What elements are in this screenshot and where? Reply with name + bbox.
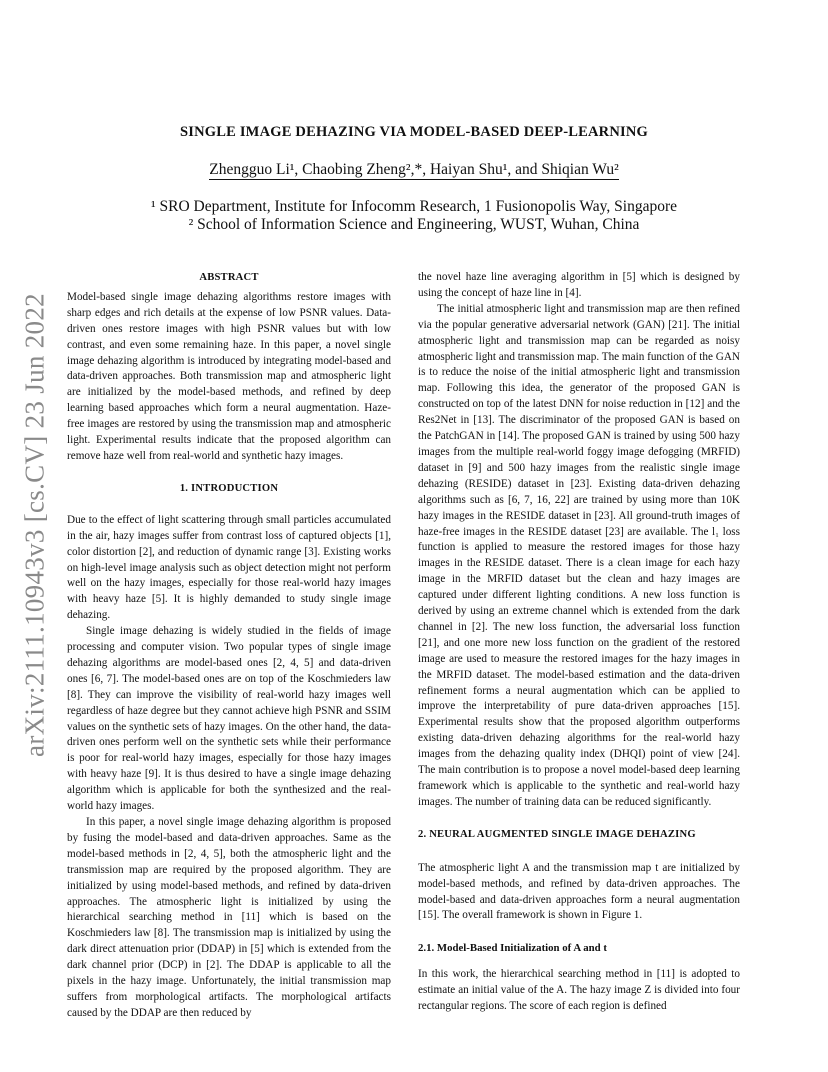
arxiv-stamp <box>12 290 58 760</box>
intro-paragraph-3: In this paper, a novel single image dehazing algorithm is proposed by fusing the model-based and data-driven approaches. Same as the model-based methods in [2, 4, 5], both the atmospheric light and the transmission map are required by the proposed algorithm. They are initialized by using model-based methods, and refined by data-driven approaches. The atmospheric light is initialized by using the hierarchical searching method in [11] which is based on the Koschmieders law [8]. The transmission map is initialized by using the dark direct attenuation prior (DDAP) in [5] which is extended from the dark channel prior (DCP) in [2]. The DDAP is applicable to all the pixels in the hazy image. Unfortunately, the initial transmission map suffers from morphological artifacts. The morphological artifacts caused by the DDAP are then reduced by <box>67 816 391 1019</box>
author-list <box>60 161 768 179</box>
intro-paragraph-2: Single image dehazing is widely studied in the fields of image processing and computer vision. Two popular types of single image dehazing algorithms are model-based ones [2, 4, 5] and data-driven ones [6, 7]. The model-based ones are on top of the Koschmieders law [8]. They can improve the visibility of real-world hazy images well regardless of haze degree but they cannot achieve high PSNR and SSIM values on the synthetic sets of hazy images. On the other hand, the data-driven ones perform well on the synthetic sets while their performance is poor for real-world hazy images, especially for those hazy images with heavy haze [9]. It is thus desired to have a single image dehazing algorithm which is applicable for both the synthesized and the real-world hazy images. <box>67 625 391 813</box>
affiliation-2: ² School of Information Science and Engineering, WUST, Wuhan, China <box>188 216 640 233</box>
abstract-text: Model-based single image dehazing algorithms restore images with sharp edges and rich details at the expense of low PSNR values. Data-driven ones restore images with high PSNR values but with low contrast, and even some remaining haze. In this paper, a novel single image dehazing algorithm is introduced by integrating model-based and data-driven approaches. Both transmission map and atmospheric light are initialized by the model-based methods, and refined by deep learning based approaches which form a neural augmentation. Haze-free images are restored by using the transmission map and atmospheric light. Experimental results indicate that the proposed algorithm can remove haze well from real-world and synthetic hazy images. <box>67 290 391 462</box>
affiliation-1: ¹ SRO Department, Institute for Infocomm Research, 1 Fusionopolis Way, Singapore <box>150 198 677 215</box>
paper-title: SINGLE IMAGE DEHAZING VIA MODEL-BASED DEEP-LEARNING <box>180 124 648 140</box>
intro-continued-paragraph: the novel haze line averaging algorithm in [5] which is designed by using the concept of haze line in [4]. <box>418 271 740 299</box>
arxiv-stamp-text: arXiv:2111.10943v3 [cs.CV] 23 Jun 2022 <box>19 293 50 757</box>
right-column <box>418 270 740 1015</box>
left-column <box>67 270 391 1022</box>
section-2-paragraph: The atmospheric light A and the transmission map t are initialized by model-based methods, and refined by data-driven approaches. The model-based and data-driven approaches form a neural augmentation [15]. The overall framework is shown in Figure 1. <box>418 861 740 922</box>
section-2-heading: 2. NEURAL AUGMENTED SINGLE IMAGE DEHAZING <box>418 828 696 840</box>
introduction-heading: 1. INTRODUCTION <box>179 482 279 494</box>
intro-paragraph-4: The initial atmospheric light and transmission map are then refined via the popular generative adversarial network (GAN) [21]. The initial atmospheric light and transmission map can be regarded as noisy atmospheric light and transmission map. The main function of the GAN is to reduce the noise of the initial atmospheric light and transmission map. Following this idea, the generator of the proposed GAN is constructed on top of the latest DNN for noise reduction in [12] and the Res2Net in [13]. The discriminator of the proposed GAN is based on the PatchGAN in [14]. The proposed GAN is trained by using 500 hazy images from the multiple real-world foggy image defogging (MRFID) dataset in [9] and 500 hazy images from the realistic single image dehazing (RESIDE) dataset in [23]. Existing data-driven dehazing algorithms such as [6, 7, 16, 22] are trained by using more than 10K hazy images in the RESIDE dataset in [23]. All ground-truth images of haze-free images in the RESIDE dataset [23] are available. The l₁ loss function is applied to measure the restored images for those hazy images in the RESIDE dataset. There is a clean image for each hazy image in the MRFID dataset but the clean and hazy images are captured under different lighting conditions. A new loss function is derived by using an extreme channel which is extended from the dark channel in [2]. The new loss function, the adversarial loss function [21], and one more new loss function on the gradient of the restored image are used to measure the restored images for the hazy images in the MRFID dataset. The model-based estimation and the data-driven refinement forms a neural augmentation which can be applied to improve the interpretability of pure data-driven approaches [15]. Experimental results show that the proposed algorithm outperforms existing data-driven dehazing algorithms for the real-world hazy images from the dehazing quality index (DHQI) point of view [24]. The main contribution is to propose a novel model-based deep learning framework which is applicable to the synthetic and real-world hazy images. The number of training data can be reduced significantly. <box>418 302 740 808</box>
abstract-heading: ABSTRACT <box>199 272 259 283</box>
section-2-1-paragraph: In this work, the hierarchical searching method in [11] is adopted to estimate an initial value of the A. The hazy image Z is divided into four rectangular regions. The score of each region is defined <box>418 968 740 1013</box>
section-2-1-heading: 2.1. Model-Based Initialization of A and t <box>418 942 607 955</box>
intro-paragraph-1: Due to the effect of light scattering through small particles accumulated in the air, hazy images suffer from contrast loss of captured objects [1], color distortion [2], and reduction of dynamic range [3]. Existing works on high-level image analysis such as object detection might not perform well on the hazy images, especially for those real-world hazy images with heavy haze [5]. It is highly demanded to study single image dehazing. <box>67 513 391 622</box>
author-names: Zhengguo Li¹, Chaobing Zheng²,*, Haiyan Shu¹, and Shiqian Wu² <box>209 161 619 178</box>
